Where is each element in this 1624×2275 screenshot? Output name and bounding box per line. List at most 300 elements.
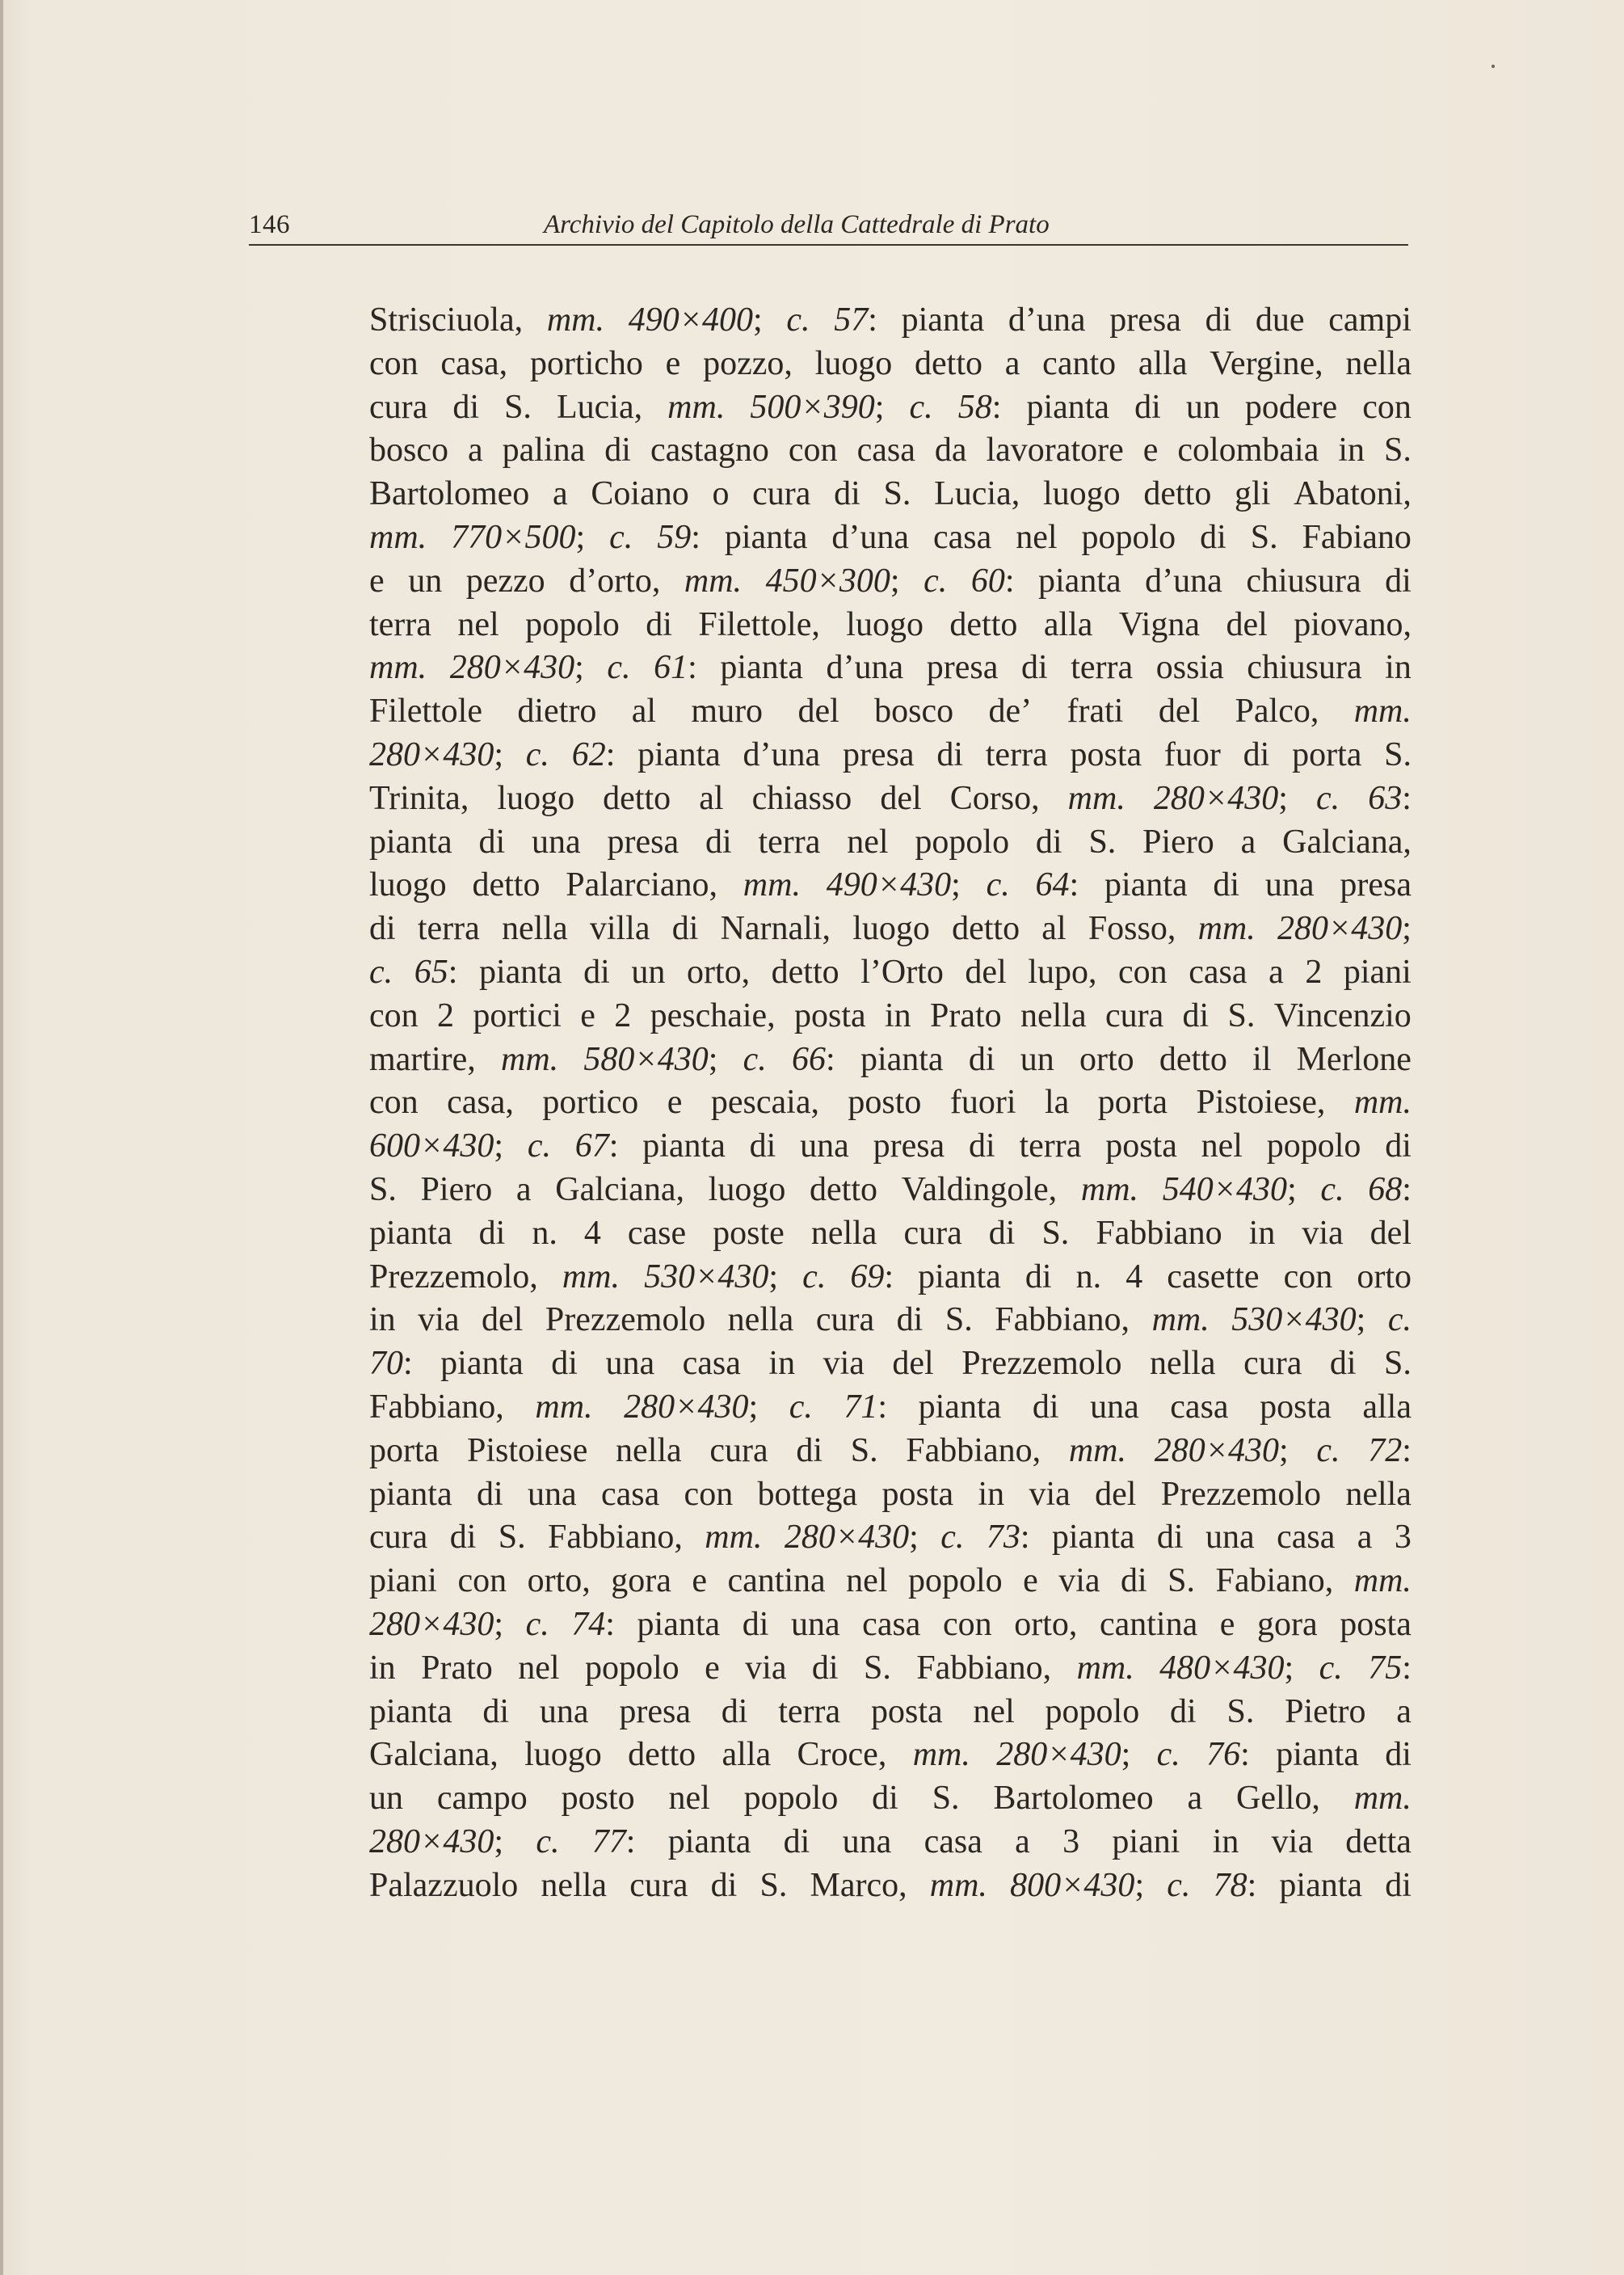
word: del <box>880 779 922 817</box>
body-text <box>369 299 1412 1907</box>
word: una <box>790 1605 840 1643</box>
word: 540×430; <box>1162 1170 1297 1208</box>
word: 64: <box>1035 866 1079 904</box>
word: di <box>1385 1866 1412 1904</box>
word: mm. <box>912 1736 970 1774</box>
word: 2 <box>614 996 632 1034</box>
word: casa <box>862 1605 921 1643</box>
word: mm. <box>1353 693 1412 731</box>
word: 76: <box>1206 1736 1250 1774</box>
word: a <box>515 1170 532 1208</box>
word: un <box>1185 388 1220 426</box>
word: 4 <box>1125 1258 1143 1295</box>
word: e <box>667 1084 683 1122</box>
word: luogo <box>1042 475 1121 513</box>
word: con <box>788 432 838 470</box>
word: casa <box>600 1475 660 1513</box>
word: c. <box>1167 1866 1191 1904</box>
word: chiusura <box>1246 562 1361 600</box>
text-line <box>369 777 1412 821</box>
word: del <box>797 693 839 731</box>
word: una <box>531 823 581 861</box>
word: un <box>369 1780 403 1818</box>
word: nella <box>1345 1475 1412 1513</box>
word: S. <box>1041 1214 1070 1252</box>
word: e <box>705 1649 720 1687</box>
word: in <box>1212 1822 1239 1860</box>
word: del <box>482 1301 524 1339</box>
word: 280×430; <box>449 649 584 687</box>
word: c. <box>1387 1301 1412 1339</box>
word: piani <box>1343 953 1412 991</box>
word: d’una <box>826 649 904 687</box>
text-line <box>369 734 1412 777</box>
word: al <box>631 693 657 731</box>
word: Piero <box>420 1170 493 1208</box>
word: di <box>478 823 506 861</box>
text-line <box>369 1169 1412 1212</box>
word: presa <box>842 735 915 773</box>
word: di <box>1156 1519 1184 1557</box>
word: porta <box>369 1431 440 1469</box>
word: di <box>811 1649 839 1687</box>
word: detto <box>952 910 1020 948</box>
word: detto <box>472 866 541 904</box>
word: peschaie, <box>650 996 776 1034</box>
word: 490×430; <box>826 866 961 904</box>
word: 450×300; <box>765 562 900 600</box>
word: popolo <box>1081 518 1176 556</box>
word: di <box>749 1127 776 1165</box>
word: podere <box>1244 388 1338 426</box>
word: S. <box>1226 1692 1255 1730</box>
word: di <box>369 910 396 948</box>
word: cantina <box>727 1562 826 1600</box>
word: popolo <box>1045 1692 1140 1730</box>
text-line <box>369 429 1412 473</box>
word: mm. <box>1067 779 1125 817</box>
text-line <box>369 1734 1412 1777</box>
word: due <box>1255 301 1305 339</box>
word: di <box>1170 1692 1197 1730</box>
word: Filettole, <box>698 605 820 643</box>
word: luogo <box>497 779 575 817</box>
word: detto <box>1159 1040 1227 1078</box>
word: di <box>968 1040 995 1078</box>
word: mm. <box>1353 1562 1412 1600</box>
word: bosco <box>369 432 448 470</box>
word: c. <box>527 1127 551 1165</box>
word: lupo, <box>1028 953 1097 991</box>
word: 480×430; <box>1159 1649 1294 1687</box>
word: c. <box>369 953 393 991</box>
word: cura <box>815 1301 875 1339</box>
word: in <box>885 996 911 1034</box>
word: Fabiano <box>1302 518 1412 556</box>
word: alla <box>1362 1388 1412 1426</box>
text-line <box>369 516 1412 560</box>
word: posta <box>1340 1605 1412 1643</box>
text-line <box>369 1473 1412 1517</box>
word: 61: <box>654 649 697 687</box>
word: Vergine, <box>1210 344 1323 382</box>
paper-speck <box>1491 65 1495 68</box>
word: bottega <box>757 1475 858 1513</box>
word: nel <box>1016 518 1058 556</box>
word: de’ <box>988 693 1033 731</box>
word: mm. <box>1151 1301 1210 1339</box>
word: pianta <box>724 518 808 556</box>
word: 59: <box>657 518 701 556</box>
word: dietro <box>517 693 597 731</box>
word: mm. <box>546 301 605 339</box>
word: casa <box>682 1345 741 1383</box>
word: pianta <box>369 1692 452 1730</box>
word: terra <box>758 823 821 861</box>
word: il <box>1252 1040 1272 1078</box>
word: Lucia, <box>934 475 1020 513</box>
word: di <box>476 1475 503 1513</box>
word: Fabbiano, <box>548 1519 683 1557</box>
word: S. <box>1384 735 1412 773</box>
word: 2 <box>1305 953 1323 991</box>
word: d’una <box>743 735 821 773</box>
word: Croce, <box>797 1736 887 1774</box>
word: mm. <box>369 518 427 556</box>
word: mm. <box>667 388 726 426</box>
word: 4 <box>583 1214 601 1252</box>
word: Strisciuola, <box>369 301 524 339</box>
word: Merlone <box>1296 1040 1412 1078</box>
word: 280×430; <box>1153 779 1288 817</box>
word: detto <box>628 1736 696 1774</box>
word: e <box>692 1562 707 1600</box>
word: 280×430; <box>369 1605 504 1643</box>
word: gora <box>1257 1605 1318 1643</box>
word: con <box>1118 953 1168 991</box>
word: di <box>705 823 732 861</box>
word: c. <box>525 1605 549 1643</box>
word: Galciana, <box>369 1736 499 1774</box>
word: mm. <box>535 1388 593 1426</box>
word: 71: <box>844 1388 888 1426</box>
word: Prezzemolo <box>1160 1475 1321 1513</box>
word: fuor <box>1163 735 1221 773</box>
word: popolo <box>1266 1127 1361 1165</box>
word: Fabbiano, <box>995 1301 1130 1339</box>
word: un <box>1020 1040 1054 1078</box>
word: d’una <box>1008 301 1086 339</box>
word: gli <box>1235 475 1271 513</box>
word: 77: <box>591 1822 636 1860</box>
word: d’una <box>1145 562 1222 600</box>
word: gora <box>611 1562 671 1600</box>
word: 280×430; <box>1154 1431 1289 1469</box>
word: Trinita, <box>369 779 469 817</box>
word: con <box>943 1605 992 1643</box>
word: c. <box>743 1040 767 1078</box>
word: a <box>1240 823 1256 861</box>
word: posta <box>794 996 866 1034</box>
word: alla <box>722 1736 772 1774</box>
word: piovano, <box>1294 605 1412 643</box>
word: mm. <box>684 562 743 600</box>
word: c. <box>609 518 633 556</box>
word: Prato <box>421 1649 493 1687</box>
word: mm. <box>1076 1649 1134 1687</box>
word: c. <box>940 1519 965 1557</box>
word: di <box>988 1214 1016 1252</box>
word: mm. <box>1197 910 1256 948</box>
word: in <box>1248 1214 1276 1252</box>
word: in <box>768 1345 796 1383</box>
word: c. <box>1316 779 1340 817</box>
word: poste <box>713 1214 785 1252</box>
word: pianta <box>667 1822 751 1860</box>
word: Valdingole, <box>901 1170 1058 1208</box>
word: di <box>783 1822 810 1860</box>
word: pezzo <box>465 562 545 600</box>
word: cantina <box>1099 1605 1198 1643</box>
word: 580×430; <box>583 1040 718 1078</box>
word: terra <box>417 910 480 948</box>
word: via <box>1302 1214 1344 1252</box>
text-line <box>369 1864 1412 1908</box>
word: nella <box>727 1301 794 1339</box>
word: mm. <box>1353 1084 1412 1122</box>
word: S. <box>945 1301 973 1339</box>
word: un <box>631 953 666 991</box>
word: luogo <box>369 866 447 904</box>
word: 800×430; <box>1010 1866 1145 1904</box>
word: pescaia, <box>710 1084 819 1122</box>
word: Vigna <box>1118 605 1200 643</box>
word: la <box>1045 1084 1070 1122</box>
word: 66: <box>792 1040 835 1078</box>
word: luogo <box>708 1170 786 1208</box>
word: di <box>604 432 631 470</box>
word: casa <box>1189 953 1247 991</box>
word: pianta <box>637 1605 721 1643</box>
text-line <box>369 951 1412 995</box>
word: di <box>583 953 610 991</box>
word: cura <box>629 1866 688 1904</box>
word: c. <box>1316 1431 1340 1469</box>
word: di <box>969 1127 995 1165</box>
word: pianta <box>918 1388 1002 1426</box>
word: a <box>1187 1780 1203 1818</box>
word: Fabbiano <box>1096 1214 1222 1252</box>
word: luogo <box>846 605 923 643</box>
word: alla <box>1138 344 1188 382</box>
word: c. <box>536 1822 560 1860</box>
word: del <box>892 1345 934 1383</box>
word: di <box>646 605 672 643</box>
word: e <box>1219 1605 1235 1643</box>
word: Pistoiese <box>467 1431 588 1469</box>
word: muro <box>691 693 764 731</box>
word: popolo <box>743 1780 839 1818</box>
word: di <box>834 475 860 513</box>
word: 62: <box>571 735 616 773</box>
word: popolo <box>915 823 1010 861</box>
word: al <box>1041 910 1067 948</box>
word: villa <box>589 910 650 948</box>
word: di <box>1182 996 1210 1034</box>
text-line <box>369 864 1412 908</box>
word: con <box>369 344 419 382</box>
word: Fosso, <box>1088 910 1176 948</box>
word: S. <box>1088 823 1117 861</box>
text-line <box>369 1386 1412 1430</box>
word: bosco <box>874 693 954 731</box>
word: del <box>1369 1214 1412 1252</box>
word: popolo <box>584 1649 679 1687</box>
word: casa <box>856 432 915 470</box>
word: detto <box>949 605 1018 643</box>
text-line <box>369 1560 1412 1603</box>
page-left-edge <box>0 0 3 2275</box>
word: del <box>1226 605 1268 643</box>
word: mm. <box>743 866 801 904</box>
word: casa <box>923 1822 982 1860</box>
word: via <box>418 1301 460 1339</box>
word: o <box>712 475 730 513</box>
word: cura <box>1243 1345 1302 1383</box>
word: pianta <box>642 1127 726 1165</box>
word: di <box>1385 562 1412 600</box>
word: Fabbiano, <box>906 1431 1041 1469</box>
word: luogo <box>852 910 930 948</box>
word: c. <box>1320 1170 1344 1208</box>
word: presa <box>607 823 679 861</box>
word: una <box>800 1127 849 1165</box>
text-line <box>369 1603 1412 1647</box>
word: detto <box>1143 475 1212 513</box>
word: 67: <box>574 1127 619 1165</box>
word: 280×430; <box>1277 910 1412 948</box>
word: una <box>1205 1519 1255 1557</box>
word: e <box>665 344 681 382</box>
word: via <box>1058 1562 1100 1600</box>
word: orto <box>1079 1040 1134 1078</box>
word: 280×430; <box>369 735 504 773</box>
word: mm. <box>369 649 427 687</box>
word: 280×430; <box>996 1736 1131 1774</box>
word: cura <box>903 1214 962 1252</box>
word: Coiano <box>591 475 689 513</box>
word: con <box>369 996 419 1034</box>
word: via <box>1271 1822 1313 1860</box>
word: S. <box>1384 432 1412 470</box>
word: pianta <box>1276 1736 1359 1774</box>
word: piani <box>369 1562 437 1600</box>
word: a <box>468 432 483 470</box>
running-title: Archivio del Capitolo della Cattedrale di Prato <box>544 210 1050 239</box>
word: di <box>1032 1388 1059 1426</box>
word: l’Orto <box>860 953 944 991</box>
page-header <box>249 205 1408 247</box>
word: c. <box>786 301 810 339</box>
word: in <box>1338 432 1365 470</box>
word: c. <box>923 562 948 600</box>
text-line <box>369 1081 1412 1125</box>
word: una <box>527 1475 577 1513</box>
word: di <box>1020 649 1048 687</box>
word: mm. <box>929 1866 987 1904</box>
word: presa <box>1109 301 1181 339</box>
word: S. <box>850 1431 878 1469</box>
text-line <box>369 1647 1412 1691</box>
word: Pistoiese, <box>1196 1084 1326 1122</box>
text-line <box>369 1212 1412 1256</box>
word: 74: <box>571 1605 615 1643</box>
word: cura <box>1104 996 1164 1034</box>
word: di <box>1243 735 1270 773</box>
word: posta <box>870 1692 943 1730</box>
word: luogo <box>814 344 893 382</box>
word: porta <box>1292 735 1362 773</box>
word: in <box>978 1475 1005 1513</box>
word: di <box>478 1214 506 1252</box>
word: del <box>965 953 1007 991</box>
word: di <box>896 1301 923 1339</box>
word: una <box>605 1345 655 1383</box>
word: chiusura <box>1247 649 1362 687</box>
word: alla <box>1043 605 1093 643</box>
word: cura <box>369 388 428 426</box>
word: pianta <box>369 823 452 861</box>
word: 280×430; <box>369 1822 504 1860</box>
word: portico <box>542 1084 639 1122</box>
word: e <box>580 996 595 1034</box>
text-line <box>369 821 1412 865</box>
word: di <box>936 735 963 773</box>
word: a <box>1396 1692 1412 1730</box>
text-line <box>369 647 1412 690</box>
word: porticho <box>529 344 643 382</box>
word: Palco, <box>1235 693 1319 731</box>
text-line <box>369 1299 1412 1342</box>
word: mm. <box>1080 1170 1139 1208</box>
word: terra <box>985 735 1048 773</box>
word: con <box>684 1475 734 1513</box>
text-line <box>369 473 1412 516</box>
word: orto, <box>1014 1605 1078 1643</box>
word: a <box>1015 1822 1030 1860</box>
word: nel <box>668 1780 710 1818</box>
text-line <box>369 690 1412 734</box>
word: in <box>1385 649 1412 687</box>
word: Vincenzio <box>1273 996 1412 1034</box>
word: n. <box>1075 1258 1102 1295</box>
word: c. <box>1319 1649 1343 1687</box>
word: Prezzemolo <box>961 1345 1122 1383</box>
word: 3 <box>1394 1519 1412 1557</box>
text-line <box>369 386 1412 430</box>
word: 770×500; <box>451 518 586 556</box>
word: 60: <box>970 562 1015 600</box>
word: 2 <box>436 996 454 1034</box>
word: pianta <box>1038 562 1121 600</box>
word: con <box>369 1084 419 1122</box>
word: Palarciano, <box>566 866 717 904</box>
word: d’orto, <box>569 562 661 600</box>
word: nella <box>541 1866 608 1904</box>
word: 530×430; <box>644 1258 779 1295</box>
word: via <box>823 1345 865 1383</box>
word: 600×430; <box>369 1127 504 1165</box>
